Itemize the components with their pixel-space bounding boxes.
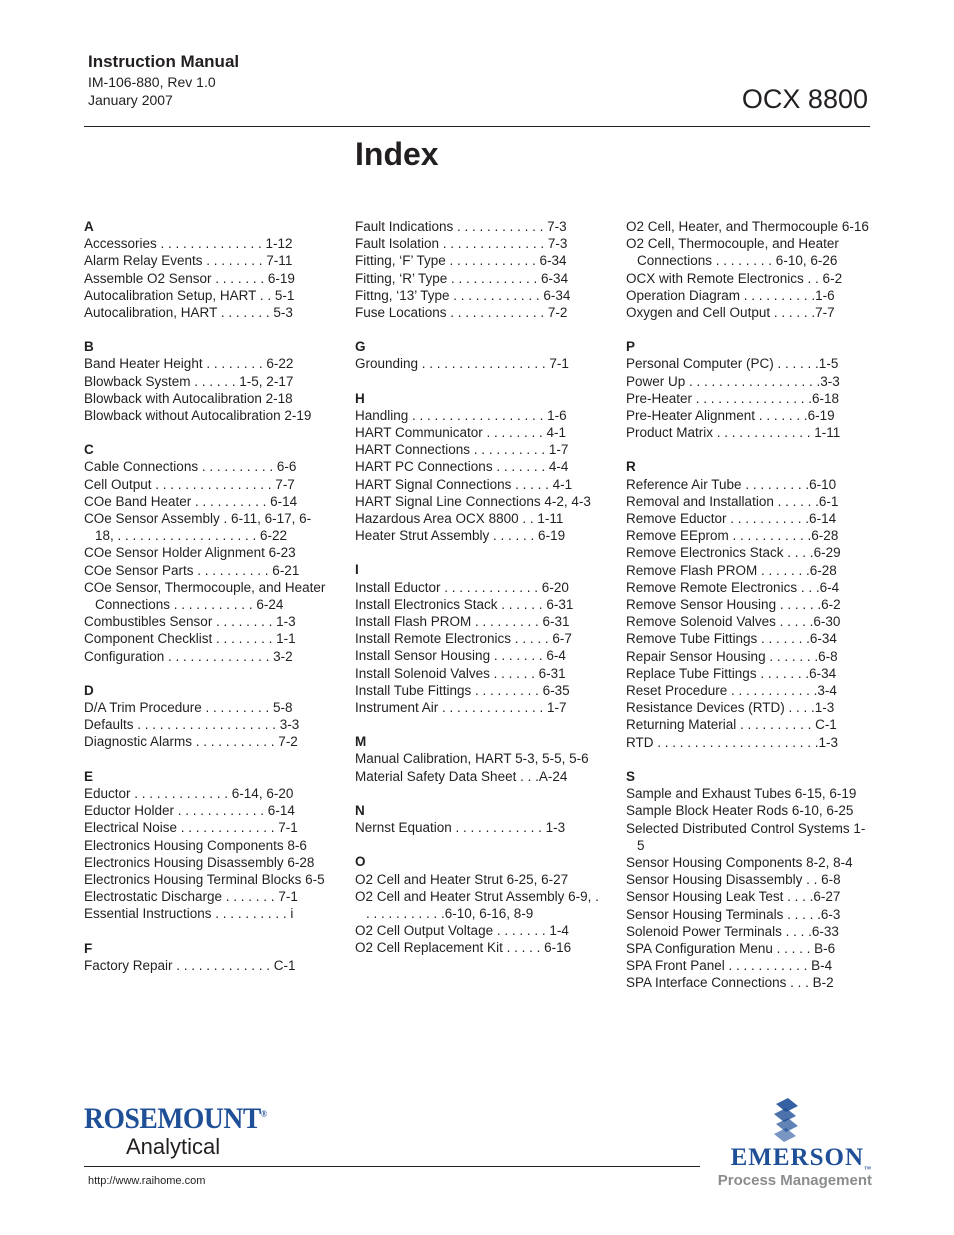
- index-entry: Install Flash PROM . . . . . . . . . 6-31: [355, 614, 570, 630]
- index-entry: Electronics Housing Components 8-6: [84, 837, 307, 853]
- index-entry: Blowback without Autocalibration 2-19: [84, 408, 312, 424]
- index-entry: Diagnostic Alarms . . . . . . . . . . . 7-2: [84, 734, 298, 750]
- section-letter: N: [355, 802, 365, 818]
- emerson-emblem-icon: [772, 1098, 802, 1144]
- index-entry: D/A Trim Procedure . . . . . . . . . 5-8: [84, 700, 293, 716]
- index-entry: Electrical Noise . . . . . . . . . . . . . 7-1: [84, 820, 298, 836]
- index-entry: O2 Cell Replacement Kit . . . . . 6-16: [355, 940, 572, 956]
- index-entry: Remove Electronics Stack . . . .6-29: [626, 545, 841, 561]
- section-letter: A: [84, 219, 94, 234]
- index-entry: Product Matrix . . . . . . . . . . . . . 1-11: [626, 425, 841, 441]
- index-entry: Eductor Holder . . . . . . . . . . . . 6-14: [84, 803, 295, 819]
- index-entry: HART Signal Connections . . . . . 4-1: [355, 476, 573, 492]
- index-section: [355, 733, 600, 785]
- index-section: [84, 441, 329, 665]
- document-date: January 2007: [88, 92, 173, 108]
- index-entry: O2 Cell Output Voltage . . . . . . . 1-4: [355, 923, 569, 939]
- registered-mark: ®: [260, 1109, 267, 1119]
- index-entry: Pre-Heater . . . . . . . . . . . . . . . .6-18: [626, 390, 840, 406]
- emerson-logo-name: EMERSON: [730, 1144, 864, 1171]
- index-entry: Alarm Relay Events . . . . . . . . 7-11: [84, 253, 293, 269]
- index-entry: Fitting, ‘F’ Type . . . . . . . . . . . . 6-34: [355, 253, 567, 269]
- emerson-logo-subtitle: Process Management: [717, 1172, 872, 1189]
- index-section: [84, 940, 329, 974]
- index-entry: Autocalibration Setup, HART . . 5-1: [84, 287, 295, 303]
- index-entry: Install Sensor Housing . . . . . . . 6-4: [355, 648, 566, 664]
- index-entry: SPA Front Panel . . . . . . . . . . . B-4: [626, 958, 833, 974]
- index-entry: Operation Diagram . . . . . . . . . .1-6: [626, 287, 835, 303]
- index-entry: Selected Distributed Control Systems 1-5: [626, 820, 866, 853]
- section-letter: M: [355, 734, 367, 750]
- index-entry: Blowback with Autocalibration 2-18: [84, 390, 293, 406]
- index-entry: COe Band Heater . . . . . . . . . . 6-14: [84, 493, 298, 509]
- index-entry: COe Sensor Holder Alignment 6-23: [84, 545, 296, 561]
- section-letter: B: [84, 339, 94, 355]
- document-number: IM-106-880, Rev 1.0: [88, 74, 216, 90]
- section-letter: G: [355, 339, 366, 355]
- index-entry: Material Safety Data Sheet . . .A-24: [355, 768, 568, 784]
- section-letter: H: [355, 390, 365, 406]
- index-entry: OCX with Remote Electronics . . 6-2: [626, 270, 843, 286]
- index-section: [626, 338, 871, 441]
- section-letter: S: [626, 768, 636, 784]
- index-entry: Component Checklist . . . . . . . . 1-1: [84, 631, 296, 647]
- index-entry: Configuration . . . . . . . . . . . . . . 3-2: [84, 648, 293, 664]
- index-entry: Factory Repair . . . . . . . . . . . . . C-1: [84, 957, 296, 973]
- index-entry: Combustibles Sensor . . . . . . . . 1-3: [84, 614, 296, 630]
- index-entry: Essential Instructions . . . . . . . . . . i: [84, 906, 294, 922]
- index-entry: Assemble O2 Sensor . . . . . . . 6-19: [84, 270, 295, 286]
- index-entry: SPA Configuration Menu . . . . . B-6: [626, 940, 836, 956]
- footer-rule: [84, 1166, 700, 1167]
- index-entry: Install Tube Fittings . . . . . . . . . 6-35: [355, 682, 570, 698]
- index-entry: Instrument Air . . . . . . . . . . . . . . 1-7: [355, 700, 567, 716]
- index-section: [626, 458, 871, 750]
- index-entry: Personal Computer (PC) . . . . . .1-5: [626, 356, 839, 372]
- index-entry: Fault Isolation . . . . . . . . . . . . . . 7-3: [355, 236, 568, 252]
- index-entry: SPA Interface Connections . . . B-2: [626, 975, 834, 991]
- index-column-2: [355, 218, 600, 957]
- index-entry: Reset Procedure . . . . . . . . . . . .3-4: [626, 683, 837, 699]
- index-entry: Repair Sensor Housing . . . . . . .6-8: [626, 648, 838, 664]
- rosemount-logo-subtitle: Analytical: [126, 1134, 221, 1159]
- index-entry: Replace Tube Fittings . . . . . . .6-34: [626, 665, 837, 681]
- index-entry: COe Sensor Assembly . 6-11, 6-17, 6-18, . . . . . . . . . . . . . . . . . . . 6-22: [84, 511, 312, 544]
- index-entry: Power Up . . . . . . . . . . . . . . . . . .3-3: [626, 373, 840, 389]
- trademark-mark: ™: [864, 1165, 872, 1173]
- index-entry: Remove Tube Fittings . . . . . . .6-34: [626, 631, 837, 647]
- section-letter: O: [355, 854, 366, 870]
- index-entry: Grounding . . . . . . . . . . . . . . . . . 7-1: [355, 356, 569, 372]
- header-rule: [84, 126, 870, 127]
- website-link[interactable]: http://www.raihome.com: [88, 1175, 206, 1187]
- index-entry: O2 Cell, Thermocouple, and Heater Connections . . . . . . . . 6-10, 6-26: [626, 236, 839, 269]
- index-section: [355, 338, 600, 372]
- section-letter: P: [626, 339, 636, 355]
- index-entry: Hazardous Area OCX 8800 . . 1-11: [355, 511, 564, 527]
- index-entry: Solenoid Power Terminals . . . .6-33: [626, 923, 839, 939]
- index-entry: RTD . . . . . . . . . . . . . . . . . . . . . .1-3: [626, 734, 839, 750]
- index-entry: Fault Indications . . . . . . . . . . . . 7-3: [355, 219, 567, 234]
- index-entry: Heater Strut Assembly . . . . . . 6-19: [355, 528, 566, 544]
- index-entry: Remove Sensor Housing . . . . . .6-2: [626, 597, 841, 613]
- index-entry: Sensor Housing Terminals . . . . .6-3: [626, 906, 841, 922]
- index-entry: COe Sensor, Thermocouple, and Heater Connections . . . . . . . . . . . 6-24: [84, 579, 326, 613]
- index-section: [84, 682, 329, 751]
- index-entry: Remove Solenoid Valves . . . . .6-30: [626, 614, 841, 630]
- section-letter: I: [355, 562, 359, 578]
- index-entry: Reference Air Tube . . . . . . . . .6-10: [626, 476, 837, 492]
- index-section: [355, 218, 600, 321]
- index-entry: HART Connections . . . . . . . . . . 1-7: [355, 442, 569, 458]
- index-entry: Sample and Exhaust Tubes 6-15, 6-19: [626, 786, 857, 802]
- section-letter: E: [84, 768, 94, 784]
- index-entry: Resistance Devices (RTD) . . . .1-3: [626, 700, 835, 716]
- index-entry: Band Heater Height . . . . . . . . 6-22: [84, 356, 294, 372]
- section-letter: R: [626, 459, 636, 475]
- index-entry: Sample Block Heater Rods 6-10, 6-25: [626, 803, 854, 819]
- index-entry: Removal and Installation . . . . . .6-1: [626, 493, 839, 509]
- index-entry: Electronics Housing Terminal Blocks 6-5: [84, 871, 325, 887]
- index-entry: Manual Calibration, HART 5-3, 5-5, 5-6: [355, 751, 589, 767]
- index-entry: Accessories . . . . . . . . . . . . . . 1-12: [84, 236, 293, 252]
- index-entry: Fitting, ‘R’ Type . . . . . . . . . . . . 6-34: [355, 270, 569, 286]
- index-entry: Sensor Housing Leak Test . . . .6-27: [626, 889, 841, 905]
- index-entry: Handling . . . . . . . . . . . . . . . . . . 1-6: [355, 407, 567, 423]
- rosemount-logo: [84, 1102, 282, 1160]
- index-entry: Install Solenoid Valves . . . . . . 6-31: [355, 665, 566, 681]
- product-name: OCX 8800: [741, 84, 868, 114]
- section-letter: D: [84, 682, 94, 698]
- index-entry: Oxygen and Cell Output . . . . . .7-7: [626, 305, 835, 321]
- index-entry: Remove Remote Electronics . . .6-4: [626, 579, 840, 595]
- index-entry: COe Sensor Parts . . . . . . . . . . 6-21: [84, 562, 300, 578]
- index-entry: Cell Output . . . . . . . . . . . . . . . . 7-7: [84, 476, 295, 492]
- index-section: [355, 853, 600, 956]
- index-entry: Sensor Housing Components 8-2, 8-4: [626, 854, 853, 870]
- index-entry: Remove EEprom . . . . . . . . . . .6-28: [626, 528, 839, 544]
- index-column-1: [84, 218, 329, 974]
- document-title: Instruction Manual: [88, 52, 240, 71]
- index-entry: O2 Cell and Heater Strut 6-25, 6-27: [355, 871, 569, 887]
- index-entry: Eductor . . . . . . . . . . . . . 6-14, 6-20: [84, 785, 294, 801]
- index-section: [626, 768, 871, 992]
- index-section: [626, 218, 871, 321]
- index-entry: HART Signal Line Connections 4-2, 4-3: [355, 493, 591, 509]
- index-entry: Remove Eductor . . . . . . . . . . .6-14: [626, 511, 837, 527]
- index-entry: Install Eductor . . . . . . . . . . . . . 6-20: [355, 579, 569, 595]
- index-entry: Electronics Housing Disassembly 6-28: [84, 854, 315, 870]
- index-entry: O2 Cell and Heater Strut Assembly 6-9, . . . . . . . . . . . .6-10, 6-16, 8-9: [355, 888, 599, 921]
- index-entry: Defaults . . . . . . . . . . . . . . . . . . . 3-3: [84, 717, 300, 733]
- index-entry: Blowback System . . . . . . 1-5, 2-17: [84, 373, 294, 389]
- index-section: [355, 561, 600, 716]
- index-entry: HART Communicator . . . . . . . . 4-1: [355, 425, 567, 441]
- index-section: [355, 802, 600, 836]
- index-entry: Remove Flash PROM . . . . . . .6-28: [626, 562, 837, 578]
- index-entry: Sensor Housing Disassembly . . 6-8: [626, 872, 841, 888]
- index-column-3: [626, 218, 871, 992]
- index-entry: Electrostatic Discharge . . . . . . . 7-1: [84, 889, 298, 905]
- index-entry: Fuse Locations . . . . . . . . . . . . . 7-2: [355, 305, 568, 321]
- index-entry: Install Remote Electronics . . . . . 6-7: [355, 631, 572, 647]
- index-entry: Pre-Heater Alignment . . . . . . .6-19: [626, 408, 835, 424]
- index-entry: Nernst Equation . . . . . . . . . . . . 1-3: [355, 820, 566, 836]
- section-letter: F: [84, 940, 93, 956]
- section-letter: C: [84, 442, 94, 458]
- index-entry: O2 Cell, Heater, and Thermocouple 6-16: [626, 219, 869, 234]
- rosemount-logo-name: ROSEMOUNT: [84, 1102, 261, 1135]
- emerson-logo: [718, 1098, 872, 1189]
- index-section: [355, 390, 600, 545]
- index-section: [84, 218, 329, 321]
- index-entry: Fittng, ‘13’ Type . . . . . . . . . . . . 6-34: [355, 287, 571, 303]
- index-entry: Install Electronics Stack . . . . . . 6-31: [355, 596, 574, 612]
- index-entry: HART PC Connections . . . . . . . 4-4: [355, 459, 569, 475]
- page-title: Index: [355, 136, 439, 172]
- index-section: [84, 338, 329, 424]
- index-section: [84, 768, 329, 923]
- index-entry: Cable Connections . . . . . . . . . . 6-6: [84, 459, 297, 475]
- index-entry: Autocalibration, HART . . . . . . . 5-3: [84, 305, 293, 321]
- index-entry: Returning Material . . . . . . . . . . C-1: [626, 717, 837, 733]
